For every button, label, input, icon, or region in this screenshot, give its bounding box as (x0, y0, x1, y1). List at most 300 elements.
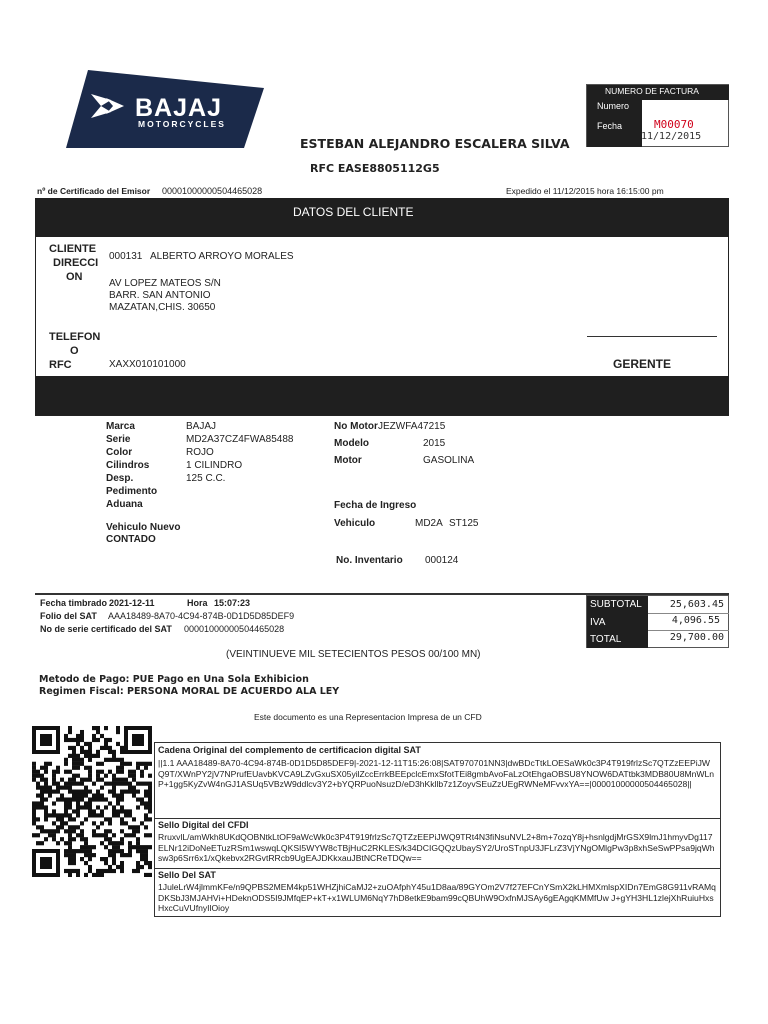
qr-module (128, 809, 132, 813)
qr-module (44, 762, 48, 766)
qr-module (108, 758, 112, 762)
qr-module (148, 861, 152, 865)
totals-box (586, 595, 729, 648)
invoice-numero-label: Numero (597, 101, 630, 111)
qr-module (96, 738, 100, 742)
qr-module (52, 770, 56, 774)
qr-module (148, 782, 152, 786)
qr-module (44, 770, 48, 774)
qr-module (128, 825, 132, 829)
qr-module (92, 821, 96, 825)
qr-module (80, 746, 84, 750)
qr-module (88, 758, 92, 762)
color-value: ROJO (186, 447, 214, 458)
invoice-number-box (586, 84, 729, 147)
qr-module (136, 869, 140, 873)
qr-module (132, 817, 136, 821)
qr-module (80, 849, 84, 853)
fecha-timbrado-label: Fecha timbrado (40, 598, 108, 608)
qr-module (132, 845, 136, 849)
qr-module (80, 821, 84, 825)
qr-module (64, 738, 68, 742)
subtotal-value: 25,603.45 (669, 599, 724, 610)
qr-module (100, 797, 104, 801)
qr-module (48, 786, 52, 790)
qr-module (124, 833, 128, 837)
qr-module (36, 793, 40, 797)
qr-module (76, 793, 80, 797)
qr-module (104, 833, 108, 837)
qr-module (124, 790, 128, 794)
qr-module (88, 801, 92, 805)
qr-module (36, 825, 40, 829)
qr-module (80, 782, 84, 786)
qr-module (48, 813, 52, 817)
signature-line (587, 336, 717, 337)
vehiculo-nuevo-label: Vehiculo Nuevo (106, 522, 181, 533)
qr-module (120, 865, 124, 869)
cilindros-label: Cilindros (106, 460, 150, 471)
qr-module (76, 774, 80, 778)
total-value: 29,700.00 (669, 632, 724, 643)
qr-module (52, 774, 56, 778)
direccion-label-1: DIRECCI (53, 257, 99, 269)
qr-module (80, 730, 84, 734)
qr-module (104, 869, 108, 873)
iva-value: 4,096.55 (671, 615, 720, 626)
qr-module (124, 782, 128, 786)
qr-module (100, 770, 104, 774)
qr-module (72, 837, 76, 841)
invoice-date: 11/12/2015 (641, 131, 702, 142)
qr-module (100, 869, 104, 873)
qr-module (32, 805, 36, 809)
qr-module (108, 817, 112, 821)
qr-module (36, 833, 40, 837)
qr-module (108, 738, 112, 742)
vehiculo-value-2: ST125 (449, 518, 479, 529)
qr-module (148, 845, 152, 849)
qr-module (68, 829, 72, 833)
qr-module (112, 861, 116, 865)
qr-module (120, 793, 124, 797)
qr-module (76, 801, 80, 805)
qr-module (72, 738, 76, 742)
qr-module (148, 774, 152, 778)
desp-value: 125 C.C. (186, 473, 226, 484)
qr-module (112, 869, 116, 873)
qr-module (120, 853, 124, 857)
qr-module (136, 805, 140, 809)
qr-module (92, 809, 96, 813)
qr-module (120, 849, 124, 853)
qr-module (40, 841, 44, 845)
qr-module (116, 726, 120, 730)
qr-module (56, 786, 60, 790)
qr-module (108, 790, 112, 794)
qr-module (140, 845, 144, 849)
qr-module (84, 742, 88, 746)
qr-module (116, 845, 120, 849)
qr-module (136, 845, 140, 849)
motor-no-value: JEZWFA47215 (378, 421, 446, 432)
qr-module (128, 845, 132, 849)
qr-module (120, 861, 124, 865)
qr-module (32, 821, 36, 825)
qr-module (104, 797, 108, 801)
qr-module (44, 778, 48, 782)
qr-module (80, 762, 84, 766)
qr-module (116, 758, 120, 762)
qr-module (44, 766, 48, 770)
qr-module (64, 869, 68, 873)
qr-module (140, 821, 144, 825)
qr-module (144, 861, 148, 865)
qr-module (96, 793, 100, 797)
qr-module (148, 786, 152, 790)
qr-module (64, 770, 68, 774)
qr-module (112, 758, 116, 762)
qr-module (84, 778, 88, 782)
fecha-ingreso-label: Fecha de Ingreso (334, 500, 417, 511)
qr-module (100, 778, 104, 782)
qr-module (60, 825, 64, 829)
qr-module (112, 786, 116, 790)
qr-module (76, 762, 80, 766)
qr-module (116, 770, 120, 774)
qr-module (100, 762, 104, 766)
client-address-1: AV LOPEZ MATEOS S/N (109, 278, 221, 289)
qr-module (144, 817, 148, 821)
qr-module (148, 833, 152, 837)
hora-label: Hora (187, 598, 208, 608)
client-rfc: XAXX010101000 (109, 359, 186, 370)
fiscal-regime: Regimen Fiscal: PERSONA MORAL DE ACUERDO ALA LEY (39, 686, 340, 697)
qr-module (132, 793, 136, 797)
qr-module (144, 857, 148, 861)
telefono-label-1: TELEFON (49, 331, 101, 343)
qr-module (92, 782, 96, 786)
qr-module (52, 778, 56, 782)
issuer-rfc: RFC EASE8805112G5 (310, 162, 440, 175)
qr-module (88, 813, 92, 817)
qr-module (100, 734, 104, 738)
qr-module (32, 833, 36, 837)
qr-module (68, 861, 72, 865)
marca-label: Marca (106, 421, 135, 432)
qr-module (84, 750, 88, 754)
qr-module (68, 746, 72, 750)
qr-module (76, 742, 80, 746)
qr-module (72, 793, 76, 797)
qr-module (76, 790, 80, 794)
qr-module (136, 861, 140, 865)
seal-divider-2 (155, 868, 720, 869)
qr-module (108, 841, 112, 845)
qr-module (56, 766, 60, 770)
qr-module (56, 790, 60, 794)
qr-module (112, 793, 116, 797)
qr-module (92, 873, 96, 877)
client-name: ALBERTO ARROYO MORALES (150, 251, 294, 262)
qr-module (68, 730, 72, 734)
qr-module (112, 841, 116, 845)
rfc-label: RFC (49, 359, 72, 371)
qr-module (72, 809, 76, 813)
qr-module (96, 790, 100, 794)
qr-module (72, 762, 76, 766)
qr-module (72, 849, 76, 853)
qr-module (148, 790, 152, 794)
qr-module (88, 742, 92, 746)
qr-module (112, 790, 116, 794)
client-address-3: MAZATAN,CHIS. 30650 (109, 302, 216, 313)
qr-module (92, 813, 96, 817)
qr-module (88, 754, 92, 758)
qr-module (112, 833, 116, 837)
qr-module (96, 813, 100, 817)
qr-module (56, 829, 60, 833)
qr-module (112, 750, 116, 754)
qr-module (60, 821, 64, 825)
qr-module (72, 778, 76, 782)
qr-module (116, 793, 120, 797)
qr-module (84, 790, 88, 794)
svg-text:MOTORCYCLES: MOTORCYCLES (138, 119, 226, 129)
qr-module (108, 865, 112, 869)
folio-value: AAA18489-8A70-4C94-874B-0D1D5D85DEF9 (108, 611, 295, 621)
qr-module (100, 813, 104, 817)
hora-value: 15:07:23 (214, 598, 251, 608)
qr-module (72, 829, 76, 833)
qr-module (44, 797, 48, 801)
qr-module (32, 774, 36, 778)
qr-module (148, 809, 152, 813)
qr-module (72, 817, 76, 821)
qr-module (148, 793, 152, 797)
qr-module (44, 790, 48, 794)
qr-module (80, 805, 84, 809)
qr-module (72, 853, 76, 857)
qr-module (140, 857, 144, 861)
qr-module (68, 754, 72, 758)
qr-module (120, 809, 124, 813)
qr-module (68, 813, 72, 817)
qr-module (120, 762, 124, 766)
qr-module (40, 790, 44, 794)
qr-module (88, 853, 92, 857)
qr-module (104, 758, 108, 762)
qr-module (60, 786, 64, 790)
qr-module (48, 829, 52, 833)
qr-module (124, 853, 128, 857)
qr-module (136, 841, 140, 845)
qr-module (52, 829, 56, 833)
qr-module (52, 790, 56, 794)
qr-module (68, 857, 72, 861)
qr-module (80, 738, 84, 742)
qr-module (84, 793, 88, 797)
qr-module (64, 821, 68, 825)
qr-module (76, 734, 80, 738)
qr-module (112, 778, 116, 782)
qr-module (120, 805, 124, 809)
qr-module (36, 782, 40, 786)
qr-module (68, 817, 72, 821)
qr-module (96, 873, 100, 877)
qr-module (76, 869, 80, 873)
qr-module (120, 770, 124, 774)
qr-module (140, 762, 144, 766)
qr-module (132, 786, 136, 790)
client-footer-bar (35, 376, 729, 415)
qr-module (44, 805, 48, 809)
qr-module (68, 790, 72, 794)
qr-module (76, 782, 80, 786)
qr-module (72, 766, 76, 770)
cadena-text: ||1.1 AAA18489-8A70-4C94-874B-0D1D5D85DEF9|-2021-12-11T15:26:08|SAT970701NN3|dwBDcTtkLOESaWk0c3P4T919frlzSc7QTZzEEPiJWQ9T/XWnPY2jV7NPrufEUavbKVCA9LZvGxuSX05yilZccErrkBEEpclcEmxSfotTEi8gmbAvoFaLzOtEhgaOBSU8YNOW6DATtbk3MDB80U8MnWLnP+1gg5KyZvW4nGJ1ASUq5VBzW9ddlcv3Y2+bYQRPuoNsuzD/eD3hKkllb7z1ZoyvSEuZzUEgRWNeMFvvxYA==|00001000000504465028|| (158, 758, 715, 790)
qr-module (32, 766, 36, 770)
qr-module (120, 782, 124, 786)
qr-module (92, 829, 96, 833)
qr-module (44, 813, 48, 817)
qr-module (96, 774, 100, 778)
qr-module (88, 778, 92, 782)
qr-module (112, 754, 116, 758)
qr-module (68, 726, 72, 730)
qr-module (68, 849, 72, 853)
qr-module (72, 857, 76, 861)
qr-module (116, 841, 120, 845)
total-label: TOTAL (590, 634, 622, 645)
qr-module (84, 786, 88, 790)
qr-module (136, 766, 140, 770)
qr-module (116, 797, 120, 801)
qr-module (124, 762, 128, 766)
qr-module (64, 758, 68, 762)
qr-module (104, 726, 108, 730)
qr-module (120, 829, 124, 833)
qr-module (120, 766, 124, 770)
qr-module (128, 841, 132, 845)
qr-module (76, 805, 80, 809)
qr-module (56, 825, 60, 829)
qr-module (112, 857, 116, 861)
qr-module (104, 845, 108, 849)
qr-module (104, 782, 108, 786)
qr-module (104, 829, 108, 833)
qr-module (132, 825, 136, 829)
qr-module (116, 849, 120, 853)
qr-module (56, 782, 60, 786)
qr-module (36, 786, 40, 790)
qr-module (76, 813, 80, 817)
qr-module (72, 790, 76, 794)
qr-module (100, 746, 104, 750)
qr-module (136, 837, 140, 841)
qr-module (108, 746, 112, 750)
qr-module (104, 742, 108, 746)
qr-module (116, 730, 120, 734)
qr-module (68, 869, 72, 873)
seal-divider-1 (155, 818, 720, 819)
qr-module (48, 793, 52, 797)
qr-module (96, 797, 100, 801)
qr-module (84, 853, 88, 857)
qr-module (148, 797, 152, 801)
qr-module (80, 750, 84, 754)
cfd-note: Este documento es una Representacion Impresa de un CFD (254, 712, 482, 722)
qr-module (84, 801, 88, 805)
qr-module (88, 849, 92, 853)
qr-module (48, 790, 52, 794)
qr-module (84, 805, 88, 809)
qr-module (88, 797, 92, 801)
qr-module (116, 742, 120, 746)
qr-module (48, 762, 52, 766)
qr-module (36, 774, 40, 778)
qr-module (84, 766, 88, 770)
serie-cert-value: 00001000000504465028 (184, 624, 285, 634)
qr-module (40, 829, 44, 833)
qr-module (88, 809, 92, 813)
qr-module (136, 849, 140, 853)
marca-value: BAJAJ (186, 421, 217, 432)
qr-module (112, 853, 116, 857)
qr-module (144, 825, 148, 829)
qr-module (72, 782, 76, 786)
qr-module (112, 782, 116, 786)
qr-module (92, 734, 96, 738)
qr-module (52, 809, 56, 813)
qr-module (80, 845, 84, 849)
invoice-number: M00070 (654, 118, 694, 131)
qr-module (132, 778, 136, 782)
qr-module (52, 813, 56, 817)
qr-module (120, 758, 124, 762)
qr-module (40, 805, 44, 809)
qr-module (84, 837, 88, 841)
qr-module (140, 774, 144, 778)
qr-module (68, 837, 72, 841)
qr-module (80, 857, 84, 861)
qr-module (144, 782, 148, 786)
qr-module (32, 801, 36, 805)
qr-module (56, 813, 60, 817)
qr-module (128, 786, 132, 790)
qr-module (108, 849, 112, 853)
qr-module (52, 821, 56, 825)
qr-module (120, 869, 124, 873)
qr-module (148, 817, 152, 821)
qr-module (64, 786, 68, 790)
qr-module (136, 782, 140, 786)
qr-module (96, 869, 100, 873)
qr-module (68, 805, 72, 809)
qr-module (88, 774, 92, 778)
qr-module (56, 817, 60, 821)
qr-module (64, 853, 68, 857)
qr-module (128, 782, 132, 786)
qr-module (68, 770, 72, 774)
qr-module (72, 758, 76, 762)
qr-module (72, 754, 76, 758)
qr-module (108, 837, 112, 841)
qr-module (52, 801, 56, 805)
qr-module (148, 873, 152, 877)
qr-module (132, 770, 136, 774)
qr-module (76, 766, 80, 770)
